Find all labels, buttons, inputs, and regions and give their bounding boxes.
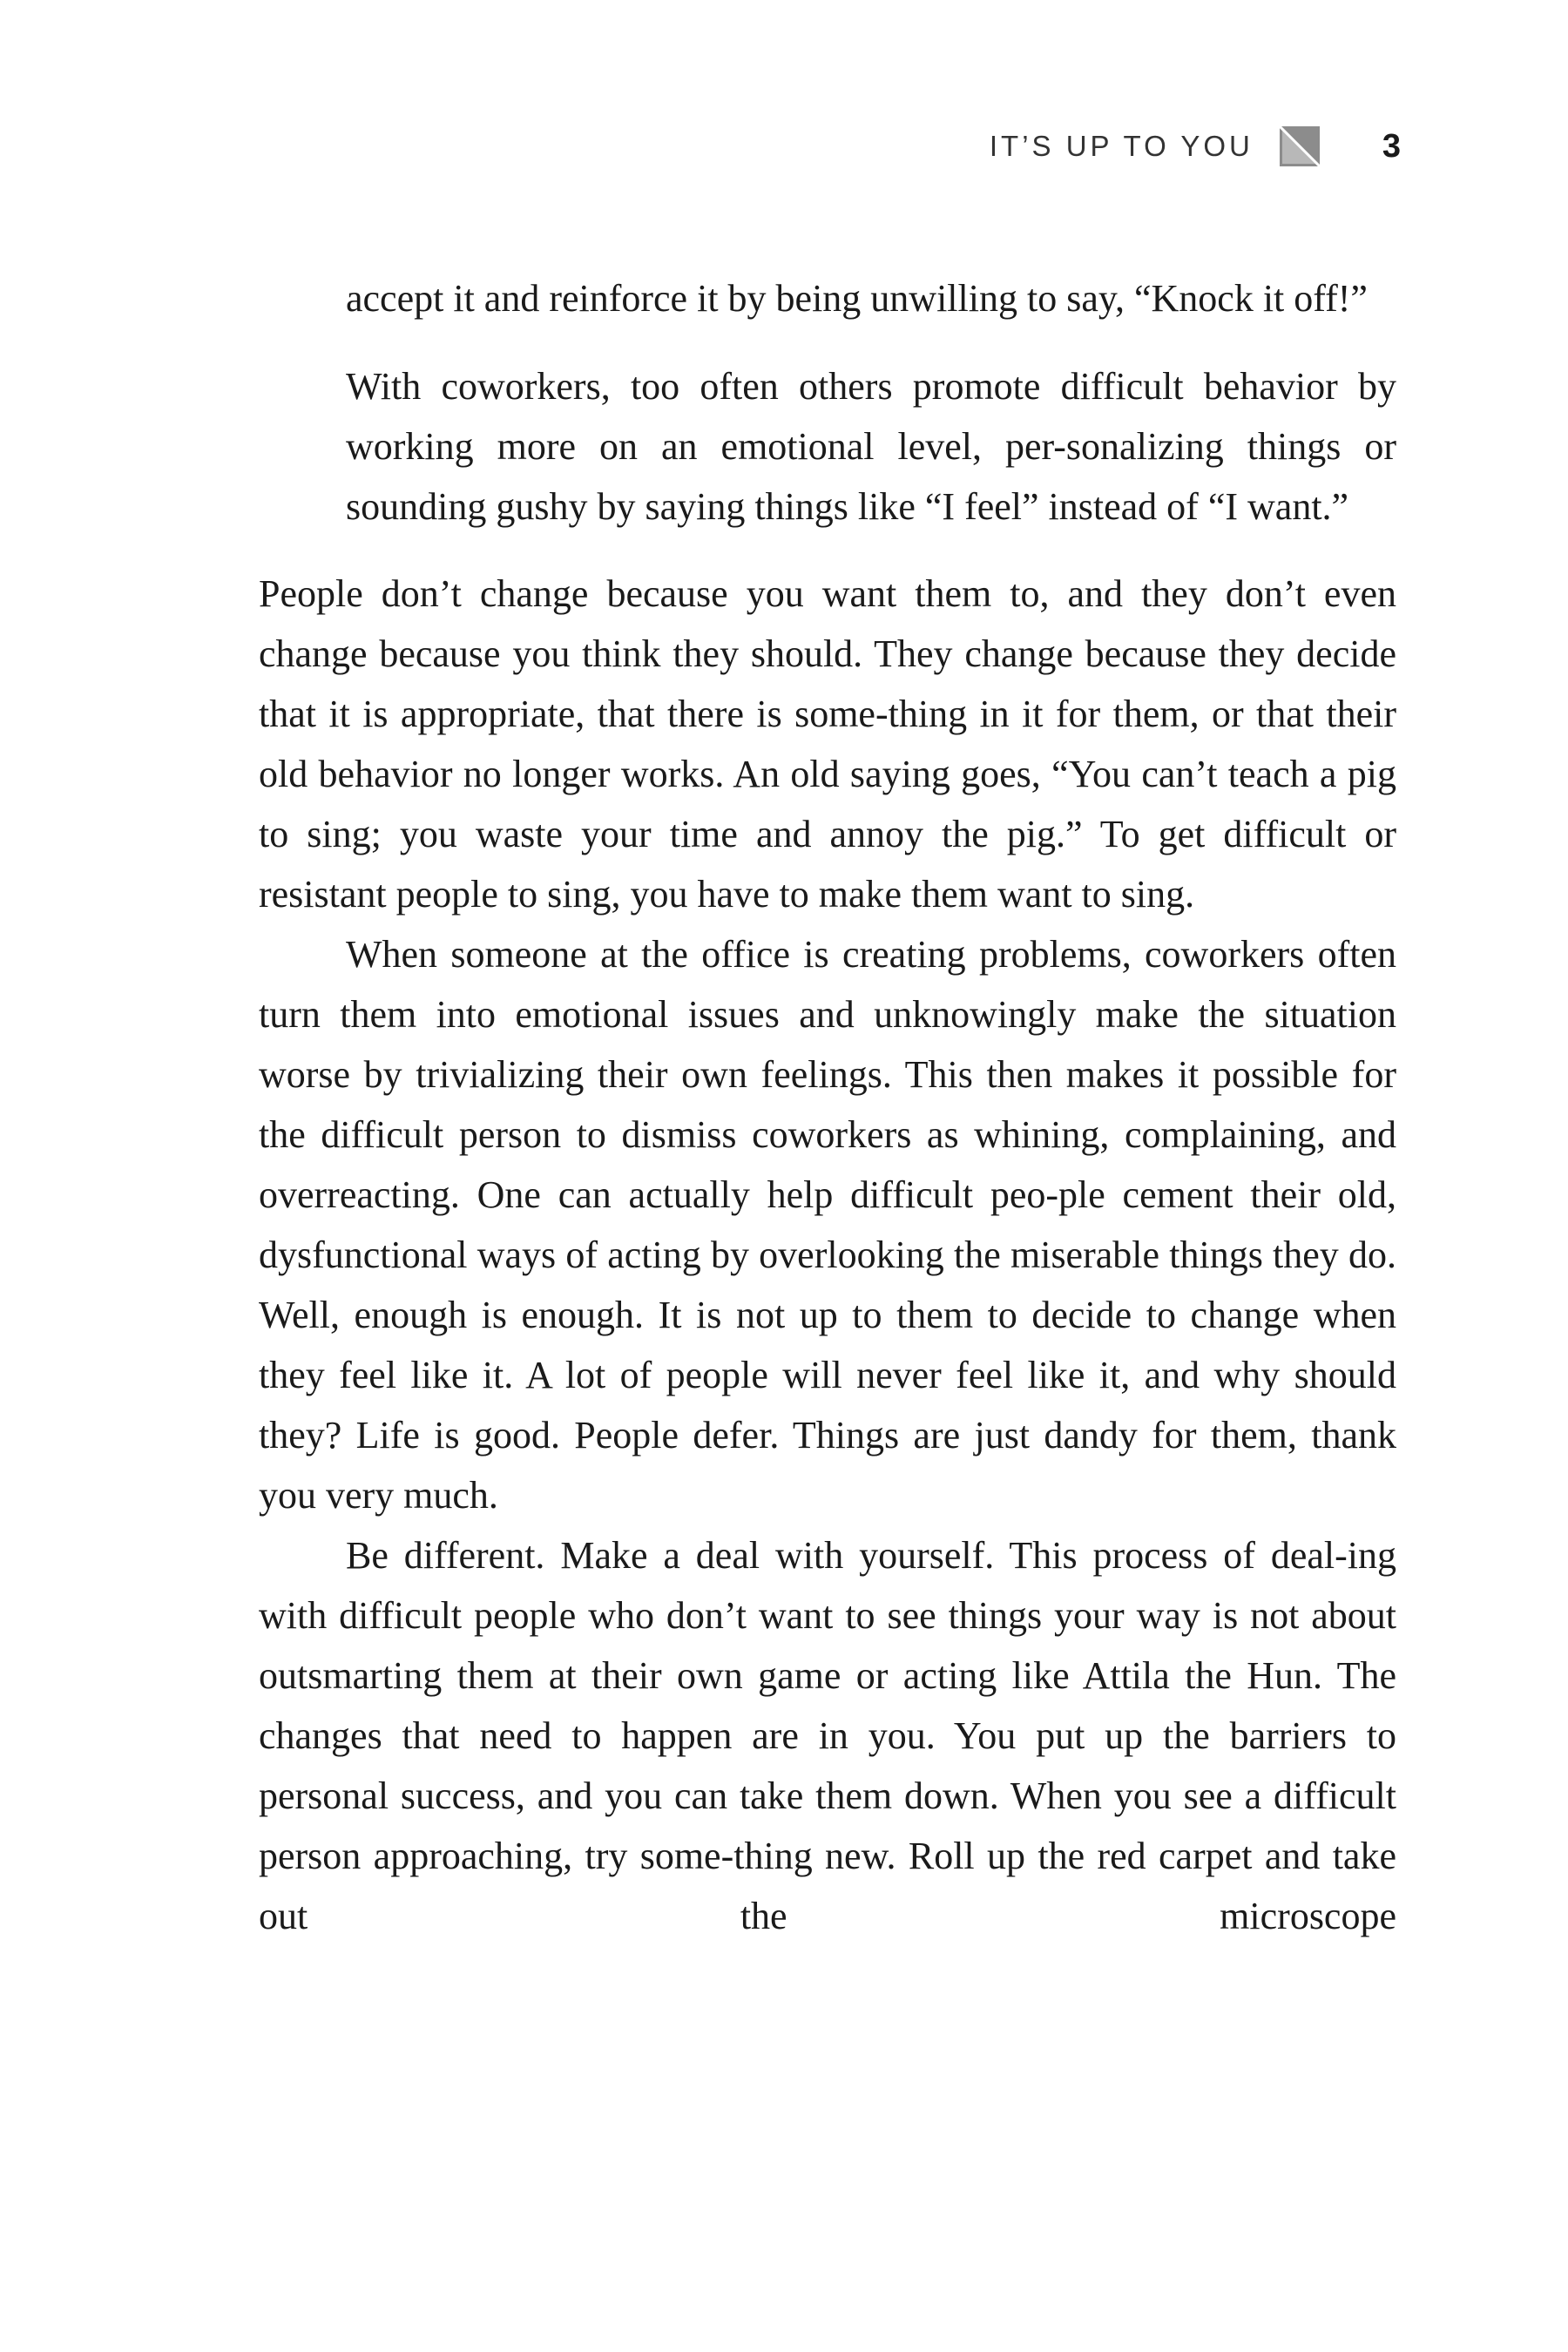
body-paragraph: People don’t change because you want them to, and they don’t even change because you think they should. They change because they decide that it is appropriate, that there is some-thing in it for them, or that their old behavior no longer works. An old saying goes, “You can’t teach a pig to sing; you waste your time and annoy the pig.” To get difficult or resistant people to sing, you have to make them want to sing.	[259, 572, 1396, 916]
body-paragraph: Be different. Make a deal with yourself. This process of deal-ing with difficult people who don’t want to see things your way is not about outsmarting them at their own game or acting like Attila the Hun. The changes that need to happen are in you. You put up the barriers to personal success, and you can take them down. When you see a difficult person approaching, try some-thing new. Roll up the red carpet and take out the microscope	[259, 1534, 1396, 1937]
block-quote-paragraph: With coworkers, too often others promote difficult behavior by working more on an emotional level, per-sonalizing things or sounding gushy by saying things like “I feel” instead of “I want.”	[346, 365, 1396, 528]
page-number: 3	[1382, 127, 1401, 165]
block-quote	[346, 268, 1396, 537]
running-head-title: IT’S UP TO YOU	[989, 130, 1254, 162]
gray-corner-square-icon	[1280, 126, 1320, 166]
block-quote-paragraph: accept it and reinforce it by being unwilling to say, “Knock it off!”	[346, 277, 1368, 320]
body-paragraph: When someone at the office is creating problems, coworkers often turn them into emotional issues and unknowingly make the situation worse by trivializing their own feelings. This then makes it possible for the difficult person to dismiss coworkers as whining, complaining, and overreacting. One can actually help difficult peo-ple cement their old, dysfunctional ways of acting by overlooking the miserable things they do. Well, enough is enough. It is not up to them to decide to change when they feel like it. A lot of people will never feel like it, and why should they? Life is good. People defer. Things are just dandy for them, thank you very much.	[259, 933, 1396, 1517]
body-text	[259, 564, 1396, 1946]
running-head	[990, 120, 1401, 172]
page-body	[259, 268, 1396, 1946]
